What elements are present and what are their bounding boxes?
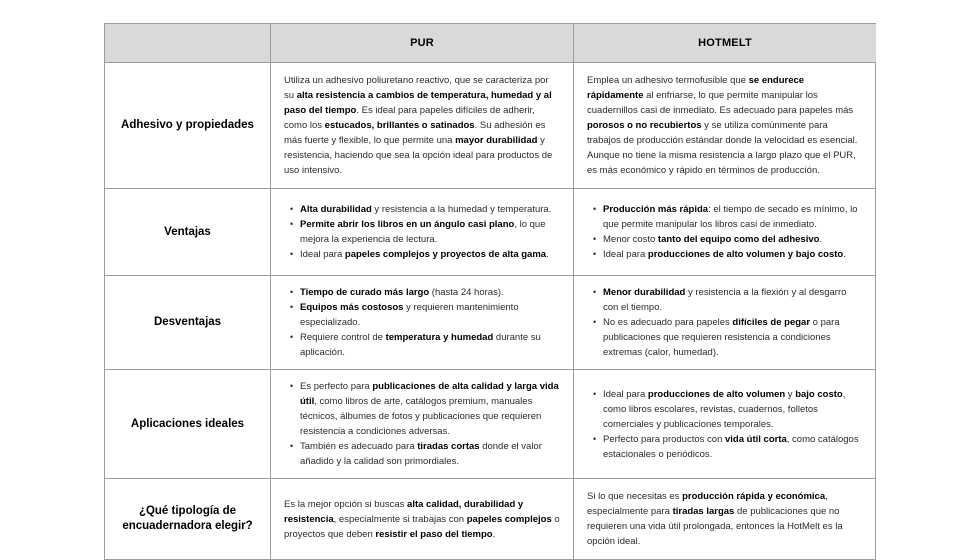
bold-text: papeles complejos <box>466 513 552 525</box>
row-label: Ventajas <box>105 189 271 276</box>
text: . Su adhesión es más fuerte y flexible, lo que permite una <box>284 120 546 146</box>
row-label: Aplicaciones ideales <box>105 370 271 479</box>
text: Perfecto para productos con <box>603 433 725 445</box>
text: , como libros de arte, catálogos premium, manuales técnicos, álbumes de fotos y publicaciones que requieren resistencia a condiciones adversas. <box>300 396 542 437</box>
bullet-list <box>574 193 876 271</box>
row-label: Desventajas <box>105 276 271 370</box>
bullet-list <box>271 370 573 478</box>
text: , como libros escolares, revistas, cuadernos, folletos comerciales y publicaciones temporales. <box>603 388 846 430</box>
text: y resistencia a la humedad y temperatura. <box>371 204 552 215</box>
text: . Es ideal para papeles difíciles de adherir, como los <box>284 105 535 131</box>
hotmelt-cell <box>574 63 876 189</box>
table-row <box>105 189 875 276</box>
bold-text: tanto del equipo como del adhesivo <box>657 234 820 245</box>
bold-text: temperatura y humedad <box>385 332 494 343</box>
bold-text: vida útil corta <box>725 433 787 445</box>
text: . <box>843 249 846 260</box>
bullet-item <box>593 387 862 432</box>
comparison-table <box>104 23 876 560</box>
table-header-row <box>105 24 875 63</box>
pur-cell <box>271 276 574 370</box>
table-row <box>105 370 875 479</box>
text: , especialmente para <box>587 491 828 517</box>
text: al enfriarse, lo que permite manipular los cuadernillos casi de inmediato. Es adecuado para papeles más <box>587 90 854 116</box>
bold-text: Tiempo de curado más largo <box>300 287 430 298</box>
pur-cell <box>271 370 574 479</box>
cell-paragraph <box>271 63 573 188</box>
text: Ideal para <box>603 249 648 260</box>
row-label: Adhesivo y propiedades <box>105 63 271 189</box>
text: y <box>785 388 796 400</box>
cell-paragraph <box>271 487 573 552</box>
bold-text: tiradas largas <box>672 506 735 517</box>
text: También es adecuado para <box>300 441 418 452</box>
pur-cell <box>271 189 574 276</box>
header-cell-hotmelt: HOTMELT <box>574 24 876 63</box>
cell-paragraph <box>574 479 876 559</box>
text: o proyectos que deben <box>284 513 560 540</box>
bullet-item <box>593 232 862 247</box>
text: , lo que mejora la experiencia de lectura. <box>300 219 546 245</box>
bullet-item <box>290 202 559 217</box>
text: y resistencia, haciendo que sea la opción ideal para productos de uso intensivo. <box>284 135 553 176</box>
text: Requiere control de <box>300 332 386 343</box>
bullet-list <box>574 276 876 369</box>
bold-text: mayor durabilidad <box>455 135 538 146</box>
hotmelt-cell <box>574 276 876 370</box>
text: Menor costo <box>603 234 658 245</box>
text: y se utiliza comúnmente para trabajos de producción estándar donde la velocidad es esencial. Aunque no tiene la misma resistencia a largo plazo que el PUR, es más económico y rápido en términos de producción. <box>587 120 858 176</box>
bullet-item <box>290 379 559 439</box>
text: Es la mejor opción si buscas <box>284 498 408 510</box>
bold-text: bajo costo <box>795 388 843 400</box>
text: (hasta 24 horas). <box>429 287 504 298</box>
bold-text: Equipos más costosos <box>300 302 404 313</box>
bullet-item <box>290 300 559 330</box>
text: . <box>546 249 549 260</box>
text: o para publicaciones que requieren resistencia a condiciones extremas (calor, humedad). <box>603 317 840 358</box>
header-cell-pur: PUR <box>271 24 574 63</box>
bullet-item <box>593 247 862 262</box>
text: y requieren mantenimiento especializado. <box>300 302 519 328</box>
text: Emplea un adhesivo termofusible que <box>587 75 749 86</box>
bold-text: se endurece rápidamente <box>587 75 805 101</box>
bold-text: Permite abrir los libros en un ángulo casi plano <box>300 219 515 230</box>
text: durante su aplicación. <box>300 332 541 358</box>
bold-text: estucados, brillantes o satinados <box>324 120 475 131</box>
text: No es adecuado para papeles <box>603 317 733 328</box>
bold-text: tiradas cortas <box>417 441 480 452</box>
bold-text: difíciles de pegar <box>732 317 811 328</box>
text: de publicaciones que no requieren una vida útil prolongada, entonces la HotMelt es la opción ideal. <box>587 506 843 547</box>
bold-text: producciones de alto volumen <box>647 388 786 400</box>
bold-text: resistir el paso del tiempo <box>375 528 493 540</box>
bold-text: Producción más rápida <box>603 204 709 215</box>
text: . <box>492 528 496 540</box>
bullet-list <box>574 378 876 471</box>
bullet-item <box>290 217 559 247</box>
text: Ideal para <box>603 388 648 400</box>
text: Utiliza un adhesivo poliuretano reactivo, que se caracteriza por su <box>284 75 549 101</box>
pur-cell <box>271 479 574 559</box>
text: Es perfecto para <box>300 381 373 392</box>
bold-text: Alta durabilidad <box>300 204 372 215</box>
bullet-list <box>271 193 573 271</box>
bullet-item <box>290 285 559 300</box>
pur-cell <box>271 63 574 189</box>
bullet-item <box>593 432 862 462</box>
text: Ideal para <box>300 249 345 260</box>
bullet-item <box>593 285 862 315</box>
text: , como catálogos estacionales o periódicos. <box>603 433 859 460</box>
bullet-item <box>290 247 559 262</box>
hotmelt-cell <box>574 479 876 559</box>
header-cell-empty <box>105 24 271 63</box>
bold-text: alta calidad, durabilidad y resistencia <box>284 498 524 525</box>
text: , especialmente si trabajas con <box>333 513 467 525</box>
text: : el tiempo de secado es mínimo, lo que permite manipular los libros casi de inmediato. <box>603 204 858 230</box>
hotmelt-cell <box>574 189 876 276</box>
text: Si lo que necesitas es <box>587 491 683 502</box>
text: y resistencia a la flexión y al desgarro con el tiempo. <box>603 287 847 313</box>
bullet-item <box>593 202 862 232</box>
bold-text: porosos o no recubiertos <box>587 120 702 131</box>
bold-text: producción rápida y económica <box>682 491 826 502</box>
bold-text: papeles complejos y proyectos de alta gama <box>344 249 547 260</box>
cell-paragraph <box>574 63 876 188</box>
table-row <box>105 63 875 189</box>
bullet-item <box>593 315 862 360</box>
bullet-list <box>271 276 573 369</box>
bold-text: publicaciones de alta calidad y larga vida útil <box>300 381 559 407</box>
text: . <box>819 234 823 245</box>
text: donde el valor añadido y la calidad son primordiales. <box>300 441 542 467</box>
table-body <box>105 63 875 559</box>
bold-text: Menor durabilidad <box>603 287 686 298</box>
bold-text: alta resistencia a cambios de temperatura, humedad y al paso del tiempo <box>284 90 552 116</box>
table-row <box>105 479 875 559</box>
bullet-item <box>290 330 559 360</box>
bold-text: producciones de alto volumen y bajo costo <box>647 249 844 260</box>
row-label: ¿Qué tipología de encuadernadora elegir? <box>105 479 271 559</box>
table-row <box>105 276 875 370</box>
hotmelt-cell <box>574 370 876 479</box>
bullet-item <box>290 439 559 469</box>
